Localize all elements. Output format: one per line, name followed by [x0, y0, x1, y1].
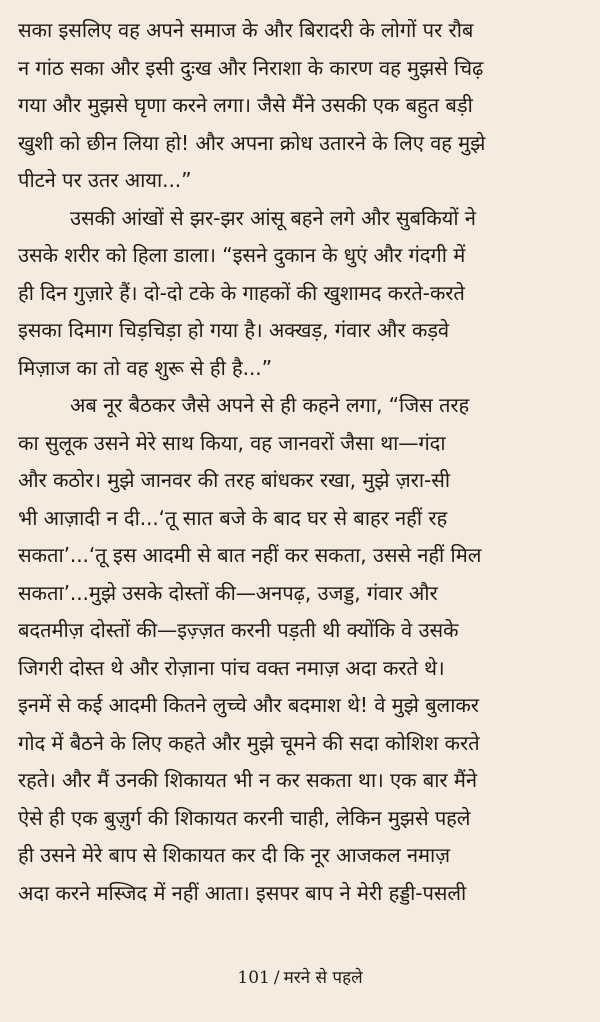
page-footer [0, 966, 600, 990]
body-text [18, 12, 584, 912]
paragraph-start-line: अब नूर बैठकर जैसे अपने से ही कहने लगा, “जिस तरह [70, 393, 470, 417]
text-line: का सुलूक उसने मेरे साथ किया, वह जानवरों जैसा था—गंदा [18, 430, 446, 455]
text-line: न गांठ सका और इसी दुःख और निराशा के कारण वह मुझसे चिढ़ [18, 55, 484, 80]
text-line: ऐसे ही एक बुज़ुर्ग की शिकायत करनी चाही, लेकिन मुझसे पहले [18, 805, 471, 830]
text-line: इसका दिमाग चिड़चिड़ा हो गया है। अक्खड़, गंवार और कड़वे [18, 318, 450, 342]
text-line: रहते। और मैं उनकी शिकायत भी न कर सकता था। एक बार मैंने [18, 768, 477, 792]
text-line: गया और मुझसे घृणा करने लगा। जैसे मैंने उसकी एक बहुत बड़ी [18, 93, 473, 117]
text-line: और कठोर। मुझे जानवर की तरह बांधकर रखा, मुझे ज़रा-सी [18, 468, 450, 492]
footer-separator: / [273, 968, 280, 988]
text-line: भी आज़ादी न दी...‘तू सात बजे के बाद घर से बाहर नहीं रह [18, 505, 448, 530]
text-line: उसके शरीर को हिला डाला। “इसने दुकान के धुएं और गंदगी में [18, 243, 466, 267]
text-line: सकता’...मुझे उसके दोस्तों की—अनपढ़, उजड्ड, गंवार और [18, 580, 438, 605]
text-line: जिगरी दोस्त थे और रोज़ाना पांच वक्त नमाज़ अदा करते थे। [18, 655, 445, 680]
text-line: गोद में बैठने के लिए कहते और मुझे चूमने की सदा कोशिश करते [18, 730, 480, 755]
book-title: मरने से पहले [283, 968, 363, 988]
text-line: सकता’...‘तू इस आदमी से बात नहीं कर सकता, उससे नहीं मिल [18, 543, 482, 567]
paragraph-start-line: उसकी आंखों से झर-झर आंसू बहने लगे और सुबकियों ने [70, 205, 476, 230]
text-line: खुशी को छीन लिया हो! और अपना क्रोध उतारने के लिए वह मुझे [18, 130, 486, 155]
page-number: 101 [237, 968, 270, 988]
text-line: इनमें से कई आदमी कितने लुच्चे और बदमाश थे! वे मुझे बुलाकर [18, 693, 479, 717]
text-line: ही दिन गुज़ारे हैं। दो-दो टके के गाहकों की खुशामद करते-करते [18, 280, 465, 305]
text-line: पीटने पर उतर आया...” [18, 168, 192, 192]
text-line: बदतमीज़ दोस्तों की—इज़्ज़त करनी पड़ती थी क्योंकि वे उसके [18, 618, 459, 642]
text-line: ही उसने मेरे बाप से शिकायत कर दी कि नूर आजकल नमाज़ [18, 843, 451, 867]
text-line: सका इसलिए वह अपने समाज के और बिरादरी के लोगों पर रौब [18, 18, 474, 42]
text-line: अदा करने मस्जिद में नहीं आता। इसपर बाप ने मेरी हड्डी-पसली [18, 880, 467, 905]
text-line: मिज़ाज का तो वह शुरू से ही है...” [18, 355, 272, 380]
